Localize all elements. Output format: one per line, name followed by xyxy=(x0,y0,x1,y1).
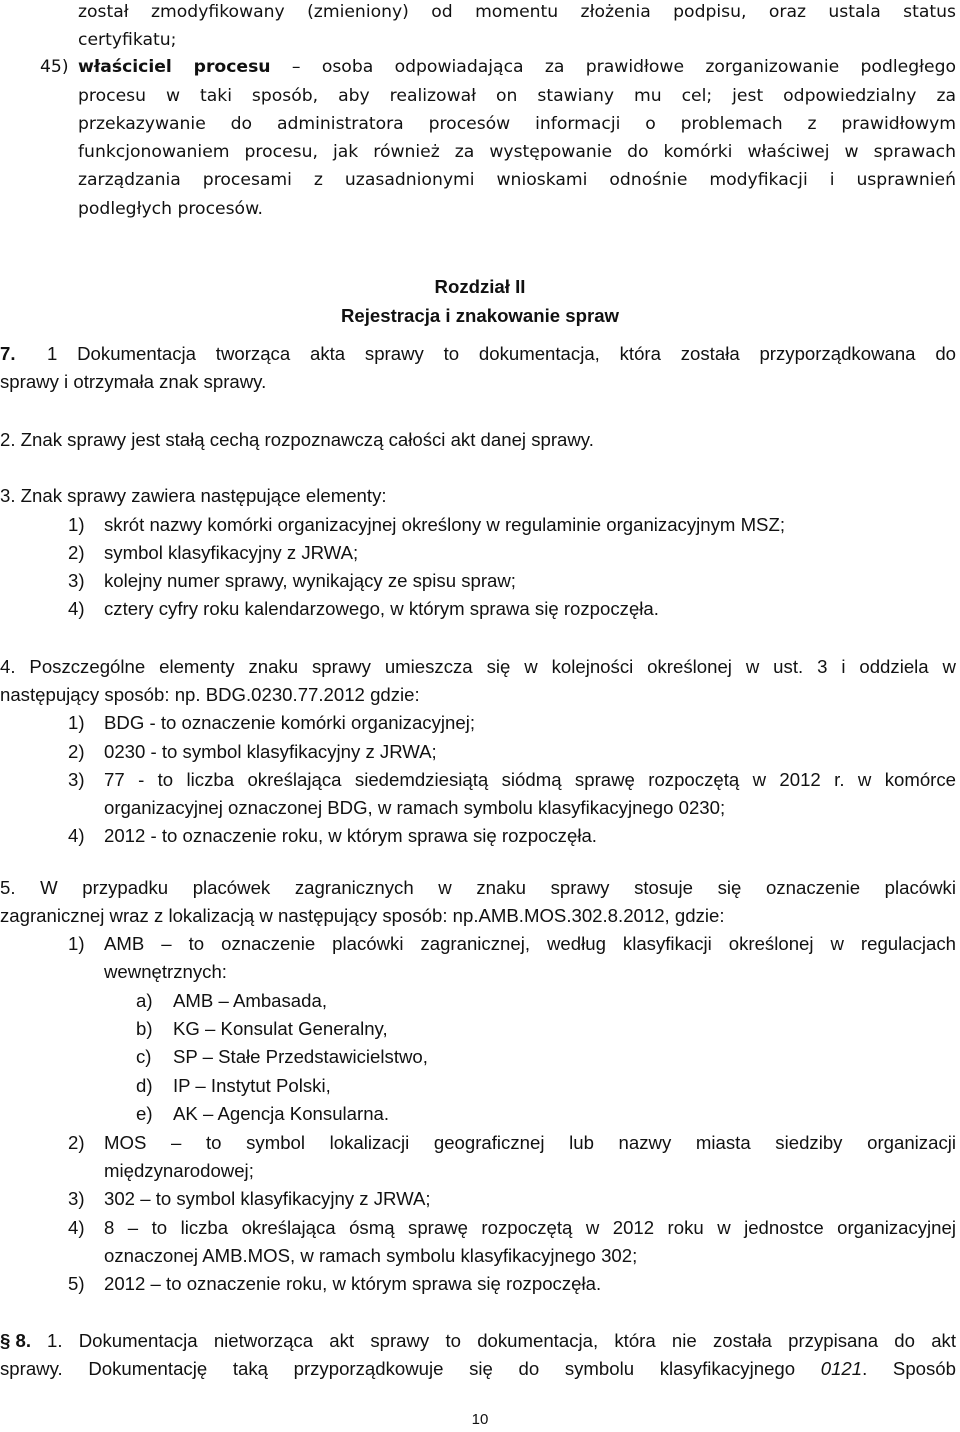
paragraph-line: 3. Znak sprawy zawiera następujące elementy: xyxy=(0,485,387,506)
sublist-letter: a) xyxy=(136,990,153,1011)
definition-line: właściciel procesu – osoba odpowiadająca za prawidłowe zorganizowanie podległego xyxy=(78,57,956,77)
paragraph-line: 1. Dokumentacja nietworząca akt sprawy to dokumentacja, która nie została przypisana do akt xyxy=(47,1330,956,1351)
list-item: 2012 – to oznaczenie roku, w którym sprawa się rozpoczęła. xyxy=(104,1273,602,1294)
paragraph-line: 4. Poszczególne elementy znaku sprawy umieszcza się w kolejności określonej w ust. 3 i oddziela w xyxy=(0,656,956,677)
list-item: 8 – to liczba określająca ósmą sprawę rozpoczętą w 2012 roku w jednostce organizacyjnej xyxy=(104,1217,956,1238)
list-item: cztery cyfry roku kalendarzowego, w którym sprawa się rozpoczęła. xyxy=(104,598,659,619)
sublist-item: AK – Agencja Konsularna. xyxy=(173,1103,390,1124)
list-item-continuation: oznaczonej AMB.MOS, w ramach symbolu klasyfikacyjnego 302; xyxy=(104,1245,638,1266)
list-item: BDG - to oznaczenie komórki organizacyjnej; xyxy=(104,712,476,733)
list-item: kolejny numer sprawy, wynikający ze spisu spraw; xyxy=(104,570,516,591)
sublist-letter: c) xyxy=(136,1046,152,1067)
sublist-letter: b) xyxy=(136,1018,153,1039)
sublist-item: IP – Instytut Polski, xyxy=(173,1075,331,1096)
list-number: 5) xyxy=(68,1273,85,1294)
paragraph-line: 2. Znak sprawy jest stałą cechą rozpoznawczą całości akt danej sprawy. xyxy=(0,429,594,450)
definition-term: właściciel procesu xyxy=(78,57,271,77)
list-number: 1) xyxy=(68,712,85,733)
list-number: 4) xyxy=(68,598,85,619)
chapter-subtitle: Rejestracja i znakowanie spraw xyxy=(341,305,619,326)
definition-line: podległych procesów. xyxy=(78,199,264,219)
sublist-letter: e) xyxy=(136,1103,153,1124)
paragraph-line: sprawy. Dokumentację taką przyporządkowuje się do symbolu klasyfikacyjnego 0121. Sposób xyxy=(0,1358,956,1379)
sublist-item: KG – Konsulat Generalny, xyxy=(173,1018,388,1039)
continuation-line: certyfikatu; xyxy=(78,30,177,50)
definition-line: procesu w taki sposób, aby realizował on stawiany mu cel; jest odpowiedzialny za xyxy=(78,86,956,106)
paragraph-line: 5. W przypadku placówek zagranicznych w znaku sprawy stosuje się oznaczenie placówki xyxy=(0,877,956,898)
list-number: 4) xyxy=(68,1217,85,1238)
list-number: 2) xyxy=(68,741,85,762)
sublist-item: SP – Stałe Przedstawicielstwo, xyxy=(173,1046,428,1067)
paragraph-line: zagranicznej wraz z lokalizacją w następujący sposób: np.AMB.MOS.302.8.2012, gdzie: xyxy=(0,905,725,926)
definition-number: 45) xyxy=(40,57,69,77)
section-mark: § 8. xyxy=(0,1330,32,1351)
list-number: 1) xyxy=(68,514,85,535)
paragraph-line: sprawy i otrzymała znak sprawy. xyxy=(0,371,267,392)
list-number: 2) xyxy=(68,1132,85,1153)
list-number: 3) xyxy=(68,570,85,591)
chapter-title: Rozdział II xyxy=(434,276,526,297)
list-item: AMB – to oznaczenie placówki zagranicznej, według klasyfikacji określonej w regulacjach xyxy=(104,933,956,954)
list-item: MOS – to symbol lokalizacji geograficznej lub nazwy miasta siedziby organizacji xyxy=(104,1132,956,1153)
italic-symbol: 0121 xyxy=(820,1358,863,1379)
list-item: 77 - to liczba określająca siedemdziesiątą siódmą sprawę rozpoczętą w 2012 r. w komórce xyxy=(104,769,956,790)
list-item-continuation: organizacyjnej oznaczonej BDG, w ramach symbolu klasyfikacyjnego 0230; xyxy=(104,797,726,818)
list-number: 4) xyxy=(68,825,85,846)
list-item: skrót nazwy komórki organizacyjnej określony w regulaminie organizacyjnym MSZ; xyxy=(104,514,785,535)
continuation-line: został zmodyfikowany (zmieniony) od momentu złożenia podpisu, oraz ustala status xyxy=(78,2,956,22)
list-item: symbol klasyfikacyjny z JRWA; xyxy=(104,542,359,563)
list-number: 3) xyxy=(68,769,85,790)
paragraph-line: następujący sposób: np. BDG.0230.77.2012 gdzie: xyxy=(0,684,420,705)
paragraph-line: 1 Dokumentacja tworząca akta sprawy to dokumentacja, która została przyporządkowana do xyxy=(47,343,956,364)
list-item-continuation: wewnętrznych: xyxy=(104,961,227,982)
sublist-letter: d) xyxy=(136,1075,153,1096)
list-number: 3) xyxy=(68,1188,85,1209)
list-item: 302 – to symbol klasyfikacyjny z JRWA; xyxy=(104,1188,431,1209)
definition-line: zarządzania procesami z uzasadnionymi wnioskami odnośnie modyfikacji i usprawnień xyxy=(78,170,956,190)
list-number: 2) xyxy=(68,542,85,563)
list-item-continuation: międzynarodowej; xyxy=(104,1160,254,1181)
list-item: 2012 - to oznaczenie roku, w którym sprawa się rozpoczęła. xyxy=(104,825,597,846)
definition-line: funkcjonowaniem procesu, jak również za występowanie do komórki właściwej w sprawach xyxy=(78,142,956,162)
page-number: 10 xyxy=(471,1411,489,1428)
sublist-item: AMB – Ambasada, xyxy=(173,990,327,1011)
list-number: 1) xyxy=(68,933,85,954)
list-item: 0230 - to symbol klasyfikacyjny z JRWA; xyxy=(104,741,437,762)
definition-line: przekazywanie do administratora procesów informacji o problemach z prawidłowym xyxy=(78,114,956,134)
section-mark: 7. xyxy=(0,343,16,364)
